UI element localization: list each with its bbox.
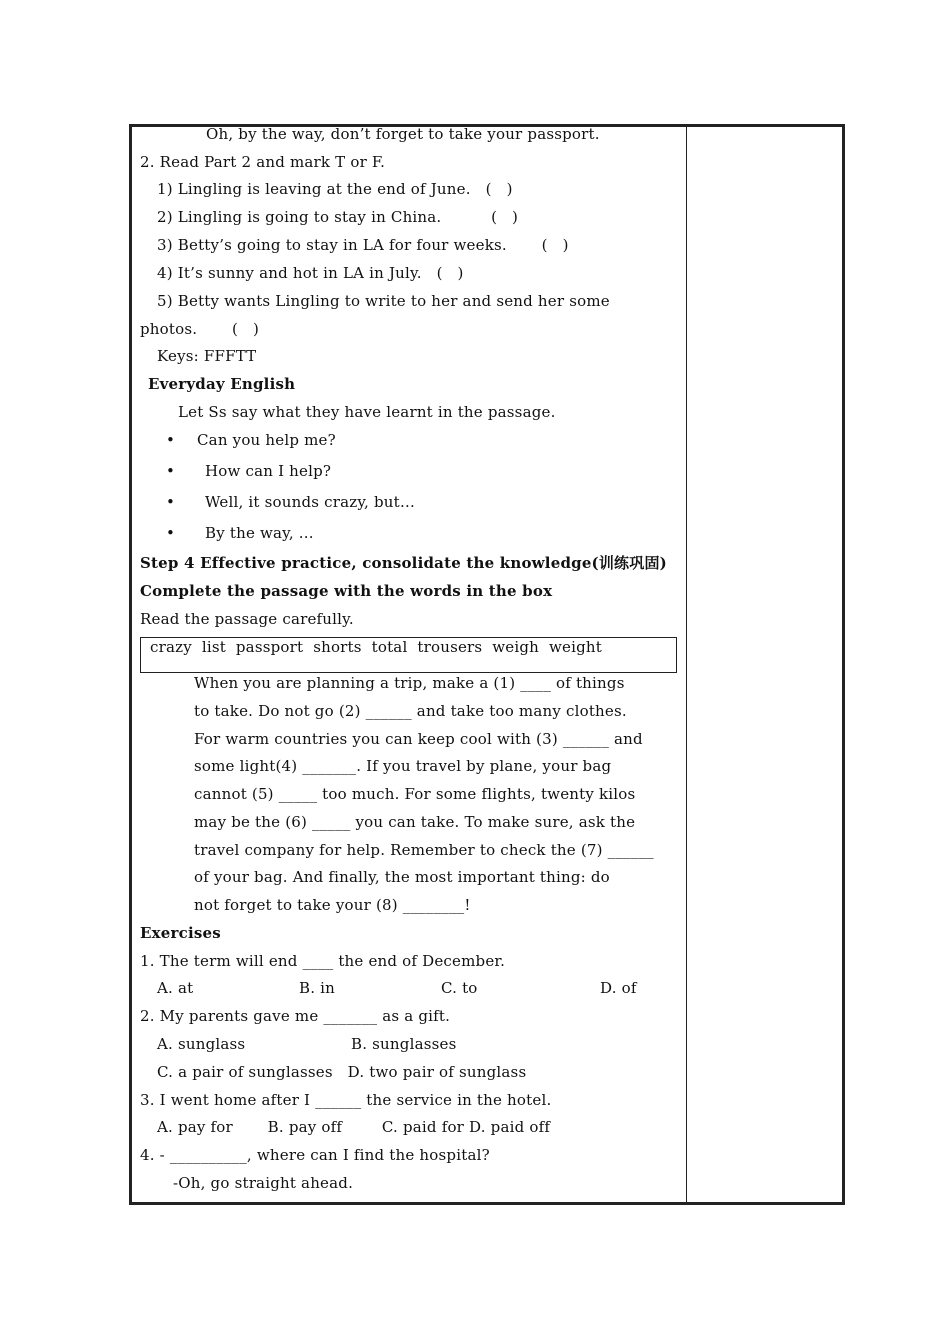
question: 1. The term will end ____ the end of December. — [140, 952, 506, 970]
passage-line: of your bag. And finally, the most important thing: do — [194, 868, 610, 886]
passage-line: not forget to take your (8) ________! — [194, 896, 471, 914]
tf-item: 5) Betty wants Lingling to write to her and send her some — [157, 292, 610, 310]
task-heading: Complete the passage with the words in the box — [140, 582, 553, 600]
bullet-item: How can I help? — [205, 462, 332, 480]
option: A. at — [157, 979, 194, 997]
answer-line: -Oh, go straight ahead. — [173, 1174, 354, 1192]
word-box-text: crazy list passport shorts total trousers weigh weight — [150, 638, 602, 656]
section-heading: Everyday English — [148, 375, 296, 393]
option: C. a pair of sunglasses D. two pair of sunglass — [157, 1063, 527, 1081]
bullet-item: By the way, ... — [205, 524, 314, 542]
option: A. pay for B. pay off C. paid for D. paid off — [157, 1118, 551, 1136]
bullet-mark: • — [166, 493, 176, 511]
tf-item-cont: photos. ( ) — [140, 320, 260, 338]
option: D. of — [600, 979, 637, 997]
step-heading: Step 4 Effective practice, consolidate the knowledge(训练巩固) — [140, 554, 667, 572]
option: B. sunglasses — [351, 1035, 457, 1053]
task-heading: 2. Read Part 2 and mark T or F. — [140, 153, 386, 171]
question: 3. I went home after I ______ the service in the hotel. — [140, 1091, 552, 1109]
passage-line: may be the (6) _____ you can take. To make sure, ask the — [194, 813, 636, 831]
option: B. in — [299, 979, 336, 997]
text-line: Let Ss say what they have learnt in the passage. — [178, 403, 556, 421]
tf-item: 3) Betty’s going to stay in LA for four weeks. ( ) — [157, 236, 569, 254]
passage-line: cannot (5) _____ too much. For some flights, twenty kilos — [194, 785, 636, 803]
option: A. sunglass — [157, 1035, 246, 1053]
tf-item: 1) Lingling is leaving at the end of June. ( ) — [157, 180, 513, 198]
bullet-mark: • — [166, 524, 176, 542]
passage-line: For warm countries you can keep cool with (3) ______ and — [194, 730, 643, 748]
keys-line: Keys: FFFTT — [157, 347, 257, 365]
tf-item: 4) It’s sunny and hot in LA in July. ( ) — [157, 264, 464, 282]
question: 2. My parents gave me _______ as a gift. — [140, 1007, 451, 1025]
option: C. to — [441, 979, 478, 997]
bullet-item: Can you help me? — [197, 431, 336, 449]
bullet-mark: • — [166, 431, 176, 449]
text-line: Read the passage carefully. — [140, 610, 354, 628]
tf-item: 2) Lingling is going to stay in China. ( ) — [157, 208, 519, 226]
passage-line: travel company for help. Remember to check the (7) ______ — [194, 841, 654, 859]
passage-line: When you are planning a trip, make a (1) ____ of things — [194, 674, 625, 692]
question: 4. - __________, where can I find the hospital? — [140, 1146, 490, 1164]
bullet-mark: • — [166, 462, 176, 480]
section-heading: Exercises — [140, 924, 221, 942]
text-line: Oh, by the way, don’t forget to take your passport. — [206, 125, 600, 143]
passage-line: some light(4) _______. If you travel by plane, your bag — [194, 757, 612, 775]
column-divider — [686, 125, 687, 1204]
bullet-item: Well, it sounds crazy, but… — [205, 493, 416, 511]
passage-line: to take. Do not go (2) ______ and take too many clothes. — [194, 702, 627, 720]
